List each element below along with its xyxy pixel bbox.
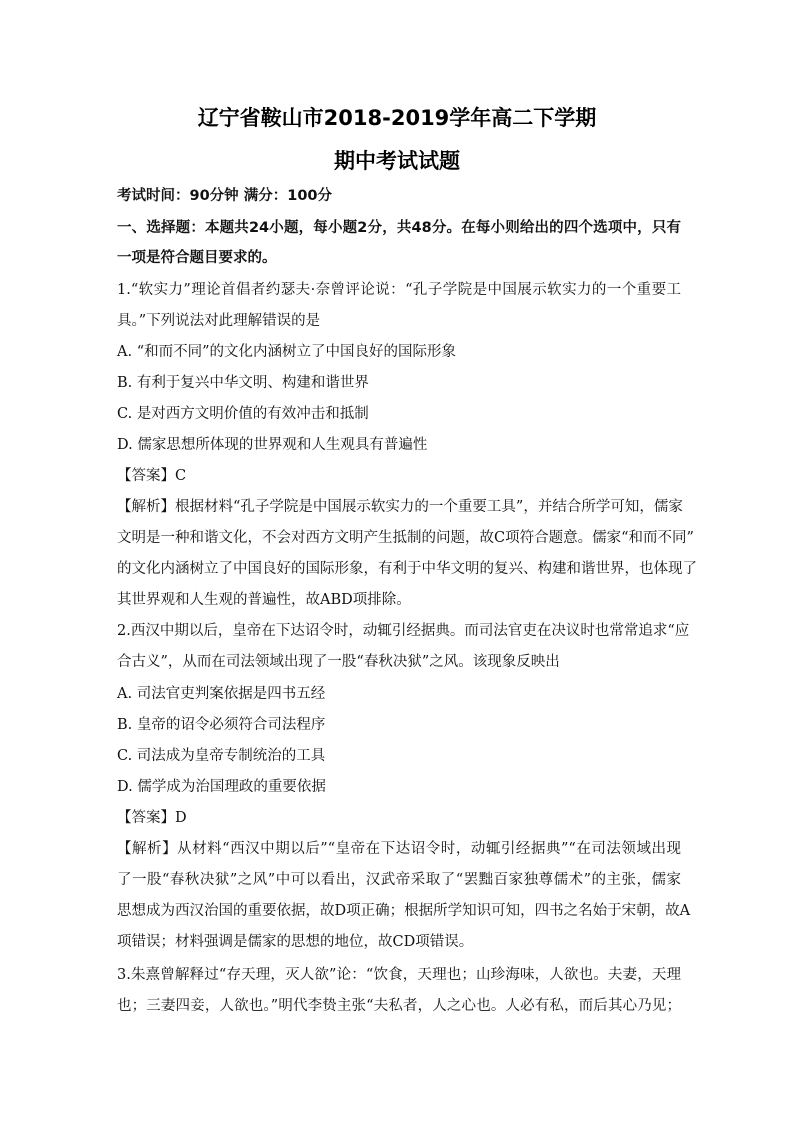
q3-stem: 3.朱熹曾解释过“存天理，灭人欲”论：“饮食，天理也；山珍海味，人欲也。夫妻，天理 <box>117 967 681 983</box>
q1-analysis: 【解析】根据材料“孔子学院是中国展示软实力的一个重要工具”，并结合所学可知，儒家 <box>117 499 683 515</box>
q2-analysis: 【解析】从材料“西汉中期以后”“皇帝在下达诏令时，动辄引经据典”“在司法领域出现 <box>117 841 681 857</box>
q1-stem: 1.“软实力”理论首倡者约瑟夫·奈曾评论说：“孔子学院是中国展示软实力的一个重要工 <box>117 282 681 298</box>
q1-stem-cont: 具。”下列说法对此理解错误的是 <box>117 313 321 329</box>
section-heading-cont: 一项是符合题目要求的。 <box>117 250 277 266</box>
q1-option-d: D. 儒家思想所体现的世界观和人生观具有普遍性 <box>117 437 428 453</box>
q3-stem-cont: 也；三妻四妾，人欲也。”明代李贽主张“夫私者，人之心也。人必有私，而后其心乃见； <box>117 998 681 1014</box>
exam-info: 考试时间：90分钟 满分：100分 <box>117 188 332 204</box>
q1-option-b: B. 有利于复兴中华文明、构建和谐世界 <box>117 375 369 391</box>
exam-title: 辽宁省鞍山市2018-2019学年高二下学期 <box>197 106 597 130</box>
q1-option-c: C. 是对西方文明价值的有效冲击和抵制 <box>117 406 369 422</box>
q1-answer: 【答案】C <box>117 468 187 484</box>
q2-stem: 2.西汉中期以后，皇帝在下达诏令时，动辄引经据典。而司法官吏在决议时也常常追求“应 <box>117 623 690 639</box>
q2-stem-cont: 合古义”，从而在司法领域出现了一股“春秋决狱”之风。该现象反映出 <box>117 654 560 670</box>
q2-option-b: B. 皇帝的诏令必须符合司法程序 <box>117 717 326 733</box>
q1-option-a: A. “和而不同”的文化内涵树立了中国良好的国际形象 <box>117 344 457 360</box>
q2-answer: 【答案】D <box>117 810 187 826</box>
q1-analysis-3: 的文化内涵树立了中国良好的国际形象，有利于中华文明的复兴、构建和谐世界，也体现了 <box>117 561 697 577</box>
q2-option-c: C. 司法成为皇帝专制统治的工具 <box>117 748 326 764</box>
exam-subtitle: 期中考试试题 <box>334 149 460 173</box>
q2-analysis-2: 了一股“春秋决狱”之风”中可以看出，汉武帝采取了“罢黜百家独尊儒术”的主张，儒家 <box>117 872 681 888</box>
q2-option-a: A. 司法官吏判案依据是四书五经 <box>117 686 326 702</box>
q2-option-d: D. 儒学成为治国理政的重要依据 <box>117 779 326 795</box>
section-heading: 一、选择题：本题共24小题，每小题2分，共48分。在每小则给出的四个选项中，只有 <box>117 220 681 236</box>
q2-analysis-4: 项错误；材料强调是儒家的思想的地位，故CD项错误。 <box>117 934 474 950</box>
q1-analysis-2: 文明是一种和谐文化，不会对西方文明产生抵制的问题，故C项符合题意。儒家“和而不同” <box>117 530 694 546</box>
q1-analysis-4: 其世界观和人生观的普遍性，故ABD项排除。 <box>117 592 411 608</box>
q2-analysis-3: 思想成为西汉治国的重要依据，故D项正确；根据所学知识可知，四书之名始于宋朝，故A <box>117 903 691 919</box>
